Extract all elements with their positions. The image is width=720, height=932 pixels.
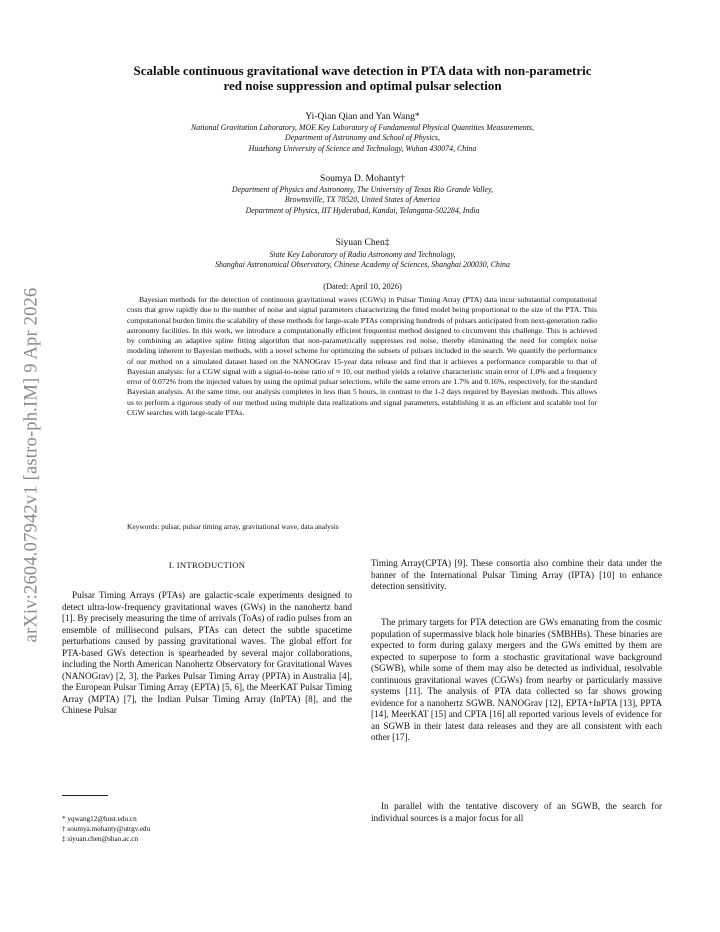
paper-title <box>70 63 655 93</box>
dated-line: (Dated: April 10, 2026) <box>323 282 402 291</box>
intro-paragraph-left: Pulsar Timing Arrays (PTAs) are galactic-scale experiments designed to detect ultra-low-frequency gravitational waves (GWs) in the nanohertz band [1]. By precisely measuring the time of arrivals (ToAs) of radio pulses from an ensemble of millisecond pulsars, PTAs can detect the subtle spacetime perturbations caused by passing gravitational waves. The global effort for PTA-based GWs detection is spearheaded by several major collaborations, including the North American Nanohertz Observatory for Gravitational Waves (NANOGrav) [2, 3], the Parkes Pulsar Timing Array (PPTA) in Australia [4], the European Pulsar Timing Array (EPTA) [5, 6], the MeerKAT Pulsar Timing Array (MPTA) [7], the Indian Pulsar Timing Array (InPTA) [8], and the Chinese Pulsar <box>62 590 352 716</box>
author-names-1: Yi-Qian Qian and Yan Wang* <box>305 111 420 122</box>
affiliation-2 <box>70 185 655 216</box>
title-line-1: Scalable continuous gravitational wave detection in PTA data with non-parametric <box>133 63 592 78</box>
affiliation-3 <box>70 250 655 271</box>
arxiv-identifier: arXiv:2604.07942v1 [astro-ph.IM] 9 Apr 2026 <box>21 287 42 643</box>
affiliation-2-line-1: Department of Physics and Astronomy, The University of Texas Rio Grande Valley, <box>231 185 494 194</box>
arxiv-identifier-sidebar <box>14 230 50 700</box>
intro-paragraph-right-1: Timing Array(CPTA) [9]. These consortia also combine their data under the banner of the International Pulsar Timing Array (IPTA) [10] to enhance detection sensitivity. <box>371 558 662 592</box>
intro-paragraph-right-2: The primary targets for PTA detection are GWs emanating from the cosmic population of supermassive black hole binaries (SMBHBs). These binaries are expected to form during galaxy mergers and the GWs emitted by them are expected to superpose to form a stochastic gravitational wave background (SGWB), while some of them may also be detected as individual, resolvable continuous gravitational waves (CGWs) from nearby or particularly massive systems [11]. The analysis of PTA data collected so far shows growing evidence for a nanohertz SGWB. NANOGrav [12], EPTA+InPTA [13], PPTA [14], MeerKAT [15] and CPTA [16] all reported various levels of evidence for an SGWB in their latest data releases and they are all consistent with each other [17]. <box>371 617 662 743</box>
footnote-divider <box>62 795 108 796</box>
author-names-3: Siyuan Chen‡ <box>335 237 390 248</box>
footnote-email-1: * yqwang12@hust.edu.cn <box>62 815 137 823</box>
author-names-2: Soumya D. Mohanty† <box>319 173 405 184</box>
affiliation-3-line-2: Shanghai Astronomical Observatory, Chinese Academy of Sciences, Shanghai 200030, China <box>215 260 510 270</box>
affiliation-2-line-2: Brownsville, TX 78520, United States of America <box>284 195 441 205</box>
footnote-email-2: † soumya.mohanty@utrgv.edu <box>62 825 151 834</box>
footnote-email-3: ‡ siyuan.chen@shao.ac.cn <box>62 835 139 844</box>
keywords: Keywords: pulsar, pulsar timing array, gravitational wave, data analysis <box>127 522 339 531</box>
section-heading-introduction: I. INTRODUCTION <box>168 560 246 570</box>
abstract: Bayesian methods for the detection of continuous gravitational waves (CGWs) in Pulsar Timing Array (PTA) data incur substantial computational costs that grow rapidly due to the number of noise and signal parameters characterizing the fitted model being proportional to the size of the PTA. This computational burden limits the scalability of these methods for large-scale PTAs comprising hundreds of pulsars anticipated from next-generation radio astronomy facilities. In this work, we introduce a computationally efficient frequentist method designed to circumvent this challenge. This is achieved by combining an adaptive spline fitting algorithm that non-parametrically suppresses red noise, thereby eliminating the need for complex noise modeling inherent to Bayesian methods, with a novel scheme for optimizing the subsets of pulsars included in the search. We quantify the performance of our method on a simulated dataset based on the NANOGrav 15-year data release and find that it achieves a performance comparable to that of Bayesian analysis: for a CGW signal with a signal-to-noise ratio of ≈ 10, our method yields a relative characteristic strain error of 1.0% and a frequency error of 0.072% from the injected values by using the optimal pulsar selections, while the same errors are 1.7% and 0.16%, respectively, for the standard Bayesian analysis. At the same time, our analysis completes in less than 5 hours, in contrast to the 1-2 days required by Bayesian methods. This allows us to perform a rigorous study of our method using multiple data realizations and signal parameters, establishing it as an efficient and scalable tool for CGW searches with large-scale PTAs. <box>127 295 597 417</box>
affiliation-2-line-3: Department of Physics, IIT Hyderabad, Kandai, Telangana-502284, India <box>245 205 480 215</box>
affiliation-1 <box>70 123 655 154</box>
intro-paragraph-right-3: In parallel with the tentative discovery of an SGWB, the search for individual sources is a major focus for all <box>371 801 662 823</box>
affiliation-3-line-1: State Key Laboratory of Radio Astronomy and Technology, <box>269 250 456 259</box>
footnotes <box>62 814 150 845</box>
affiliation-1-line-1: National Gravitation Laboratory, MOE Key Laboratory of Fundamental Physical Quantities Measurements, <box>191 123 534 132</box>
affiliation-1-line-2: Department of Astronomy and School of Physics, <box>285 133 440 143</box>
affiliation-1-line-3: Huazhong University of Science and Technology, Wuhan 430074, China <box>248 143 477 153</box>
title-line-2: red noise suppression and optimal pulsar selection <box>223 78 502 93</box>
